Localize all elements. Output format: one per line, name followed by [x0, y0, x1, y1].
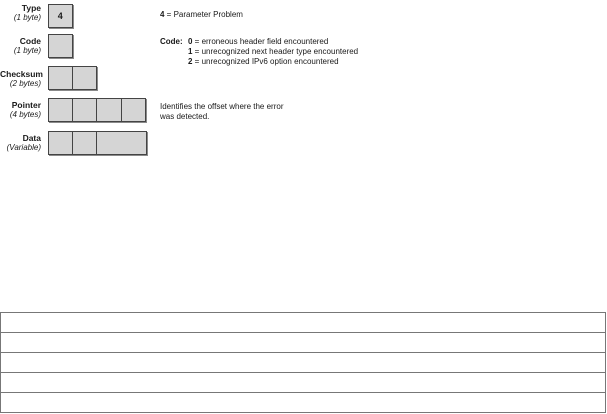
type-value-cell: 4 — [48, 4, 73, 28]
code-name: Code — [19, 36, 41, 46]
data-cell-1 — [48, 131, 73, 155]
code-list — [188, 37, 358, 67]
checksum-cell-2 — [73, 66, 98, 90]
data-cell-variable — [97, 131, 147, 155]
pointer-field-boxes — [48, 98, 146, 122]
data-field-boxes — [48, 131, 147, 155]
checksum-name: Checksum — [0, 69, 43, 79]
pointer-annotation-line1: Identifies the offset where the error — [160, 102, 284, 111]
pointer-annotation-line2: was detected. — [160, 112, 210, 121]
pointer-cell-3 — [97, 98, 122, 122]
code-annotation-title: Code: — [160, 37, 183, 46]
type-annotation-text: = Parameter Problem — [164, 10, 243, 19]
data-size: (Variable) — [6, 143, 41, 152]
pointer-cell-1 — [48, 98, 73, 122]
table-row — [1, 313, 605, 333]
code-size: (1 byte) — [13, 46, 41, 55]
empty-table — [0, 312, 606, 413]
pointer-name: Pointer — [11, 100, 41, 110]
checksum-cell-1 — [48, 66, 73, 90]
type-annotation — [160, 10, 243, 20]
table-row — [1, 393, 605, 412]
code-cell — [48, 34, 73, 58]
pointer-label — [0, 100, 41, 120]
table-row — [1, 333, 605, 353]
checksum-size: (2 bytes) — [9, 79, 41, 88]
table-row — [1, 373, 605, 393]
table-row — [1, 353, 605, 373]
data-name: Data — [22, 133, 41, 143]
code-item-0: 0 = erroneous header field encountered — [188, 37, 329, 46]
pointer-cell-4 — [122, 98, 147, 122]
code-field-boxes — [48, 34, 73, 58]
type-size: (1 byte) — [13, 13, 41, 22]
data-cell-2 — [73, 131, 98, 155]
code-item-2: 2 = unrecognized IPv6 option encountered — [188, 57, 339, 66]
type-name: Type — [21, 3, 41, 13]
checksum-label — [0, 69, 41, 89]
type-annotation-num: 4 — [160, 10, 165, 19]
pointer-annotation — [160, 102, 283, 122]
pointer-cell-2 — [73, 98, 98, 122]
checksum-field-boxes — [48, 66, 97, 90]
code-label — [0, 36, 41, 56]
pointer-size: (4 bytes) — [9, 110, 41, 119]
type-field-boxes — [48, 4, 73, 28]
code-item-1: 1 = unrecognized next header type encountered — [188, 47, 359, 56]
data-label — [0, 133, 41, 153]
type-label — [0, 3, 41, 23]
